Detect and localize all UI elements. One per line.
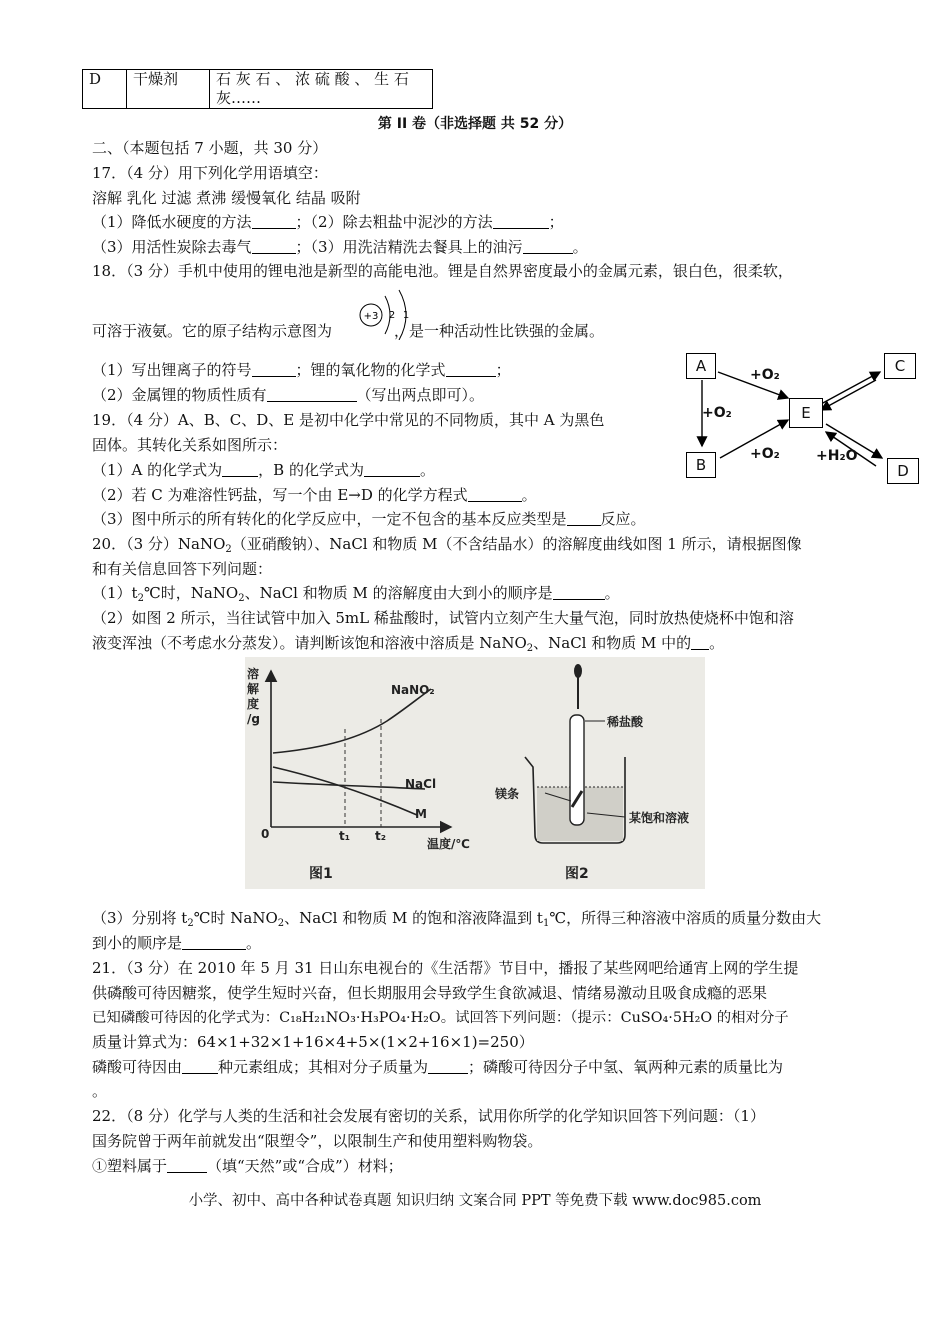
lithium-atom-diagram (355, 284, 425, 340)
answer-blank[interactable] (553, 583, 605, 600)
option-letter: D (83, 70, 127, 109)
q19-part2: （2）若 C 为难溶性钙盐，写一个由 E→D 的化学方程式 。 (92, 486, 537, 504)
q22-line1: 22．（8 分）化学与人类的生活和社会发展有密切的关系，试用你所学的化学知识回答下列问题：（1） (92, 1107, 765, 1125)
label-h2o: +H₂O (816, 448, 858, 464)
label-o2-a-e: +O₂ (750, 367, 780, 383)
fig2-caption: 图2 (565, 866, 589, 882)
answer-blank[interactable] (167, 1156, 207, 1173)
answer-blank[interactable] (691, 633, 709, 650)
answer-blank[interactable] (567, 509, 601, 526)
answer-blank[interactable] (364, 460, 420, 477)
fig1-curve-nano2 (273, 689, 431, 753)
q17-line2: （3）用活性炭除去毒气 ；（3）用洗洁精洗去餐具上的油污 。 (92, 238, 588, 256)
answer-blank[interactable] (252, 237, 296, 254)
option-items: 石 灰 石 、 浓 硫 酸 、 生 石 灰…… (210, 70, 433, 109)
answer-blank[interactable] (446, 360, 496, 377)
answer-blank[interactable] (222, 460, 258, 477)
q20-part1: $(1)t_2℃$时，NaNO$_2$、NaCl 和物质 M 的溶解度由大到小的顺序是 。 (92, 584, 620, 604)
arrow-e-to-c (821, 372, 880, 404)
node-b: B (686, 452, 716, 478)
q20-line1: 20．（3 分）NaNO$_2$（亚硝酸钠）、NaCl 和物质 M（不含结晶水）的溶解度曲线如图 1 所示，请根据图像 (92, 535, 802, 555)
fig2-solution-label: 某饱和溶液 (629, 811, 690, 825)
arrow-c-to-e (821, 380, 876, 410)
section-title: 第 II 卷（非选择题 共 52 分） (377, 116, 573, 132)
nucleus-charge: +3 (363, 311, 379, 322)
answer-blank[interactable] (267, 385, 357, 402)
q18-part2: （2）金属锂的物质性质有 （写出两点即可）。 (92, 386, 485, 404)
fig1-t2: t₂ (375, 829, 386, 843)
figure-panel (245, 657, 705, 889)
q20-part3-line1: （3）分别将 $t_2℃$时 NaNO$_2$、NaCl 和物质 M 的饱和溶液降温到 $t_1℃$，所得三种溶液中溶质的质量分数由大 (92, 909, 822, 929)
q21-line1: 21．（3 分）在 2010 年 5 月 31 日山东电视台的《生活帮》节目中，播报了某些网吧给通宵上网的学生提 (92, 959, 799, 977)
fig2-mg-label: 镁条 (495, 787, 520, 801)
q17-stem: 17．（4 分）用下列化学用语填空： (92, 164, 328, 182)
q19-part3: （3）图中所示的所有转化的化学反应中，一定不包含的基本反应类型是 反应。 (92, 510, 646, 528)
q17-line1: （1）降低水硬度的方法 ；（2）除去粗盐中泥沙的方法 ； (92, 213, 564, 231)
node-d: D (887, 458, 919, 484)
part-two-heading: 二、（本题包括 7 小题，共 30 分） (92, 139, 328, 157)
page-footer: 小学、初中、高中各种试卷真题 知识归纳 文案合同 PPT 等免费下载 www.doc985.com (188, 1193, 762, 1209)
q21-line4: 质量计算式为：64×1+32×1+16×4+5×(1×2+16×1)=250） (92, 1033, 534, 1051)
q18-line2: 可溶于液氨。它的原子结构示意图为 ，是一种活动性比铁强的金属。 (92, 322, 605, 340)
fig1-y-label: 溶 解 度 /g (247, 667, 260, 726)
fig1-t1: t₁ (339, 829, 350, 843)
node-e: E (789, 398, 823, 428)
q22-line2: 国务院曾于两年前就发出“限塑令”，以限制生产和使用塑料购物袋。 (92, 1132, 543, 1150)
q17-terms: 溶解 乳化 过滤 煮沸 缓慢氧化 结晶 吸附 (92, 189, 361, 207)
table-row (83, 70, 433, 109)
fig1-nacl-label: NaCl (405, 777, 437, 791)
q19-part1: （1）A 的化学式为 ，B 的化学式为 。 (92, 461, 435, 479)
q21-line3: 已知磷酸可待因的化学式为：C₁₈H₂₁NO₃·H₃PO₄·H₂O。试回答下列问题：（提示：CuSO₄·5H₂O 的相对分子 (92, 1010, 789, 1026)
fig1-nano2-label: NaNO₂ (391, 683, 435, 697)
figure-drawings (245, 657, 705, 889)
q21-line6: 。 (92, 1082, 108, 1100)
answer-blank[interactable] (182, 1057, 218, 1074)
fig1-curve-nacl (273, 782, 425, 789)
node-c: C (884, 353, 916, 379)
fig1-origin: 0 (261, 827, 270, 841)
node-a: A (686, 353, 716, 379)
q22-line3: ①塑料属于 （填“天然”或“合成”）材料； (92, 1157, 403, 1175)
answer-blank[interactable] (252, 360, 296, 377)
q20-part2-line1: （2）如图 2 所示，当往试管中加入 5mL 稀盐酸时，试管内立刻产生大量气泡，同时放热使烧杯中饱和溶 (92, 609, 794, 627)
answer-blank[interactable] (182, 933, 246, 950)
fig1-x-label: 温度/℃ (427, 837, 470, 851)
option-category: 干燥剂 (127, 70, 210, 109)
fig2-acid-label: 稀盐酸 (607, 715, 644, 729)
q20-part3-line2: 到小的顺序是 。 (92, 934, 262, 952)
fig1-caption: 图1 (309, 866, 333, 882)
q20-line2: 和有关信息回答下列问题： (92, 560, 273, 578)
q19-line1: 19．（4 分）A、B、C、D、E 是初中化学中常见的不同物质，其中 A 为黑色 (92, 411, 605, 429)
answer-blank[interactable] (252, 212, 296, 229)
q21-line2: 供磷酸可待因糖浆，使学生短时兴奋，但长期服用会导致学生食欲减退、情绪易激动且吸食成瘾的恶果 (92, 984, 768, 1002)
label-o2-b-e: +O₂ (750, 446, 780, 462)
answer-blank[interactable] (523, 237, 573, 254)
q18-part1: （1）写出锂离子的符号 ；锂的氧化物的化学式 ； (92, 361, 511, 379)
shell-1-electrons: 2 (388, 310, 396, 321)
fig2-test-tube (570, 715, 584, 825)
q19-line2: 固体。其转化关系如图所示： (92, 436, 288, 454)
q21-line5: 磷酸可待因由 种元素组成；其相对分子质量为 ；磷酸可待因分子中氢、氧两种元素的质量比为 (92, 1058, 784, 1076)
shell-2-electrons: 1 (402, 310, 410, 321)
answer-blank[interactable] (468, 485, 522, 502)
label-o2-a-b: +O₂ (702, 405, 732, 421)
fig1-m-label: M (415, 807, 427, 821)
options-table (82, 69, 433, 109)
q18-line1: 18．（3 分）手机中使用的锂电池是新型的高能电池。锂是自然界密度最小的金属元素，银白色，很柔软， (92, 262, 793, 280)
answer-blank[interactable] (428, 1057, 468, 1074)
answer-blank[interactable] (493, 212, 549, 229)
q20-part2-line2: 液变浑浊（不考虑水分蒸发）。请判断该饱和溶液中溶质是 NaNO$_2$、NaCl 和物质 M 中的 。 (92, 634, 725, 654)
